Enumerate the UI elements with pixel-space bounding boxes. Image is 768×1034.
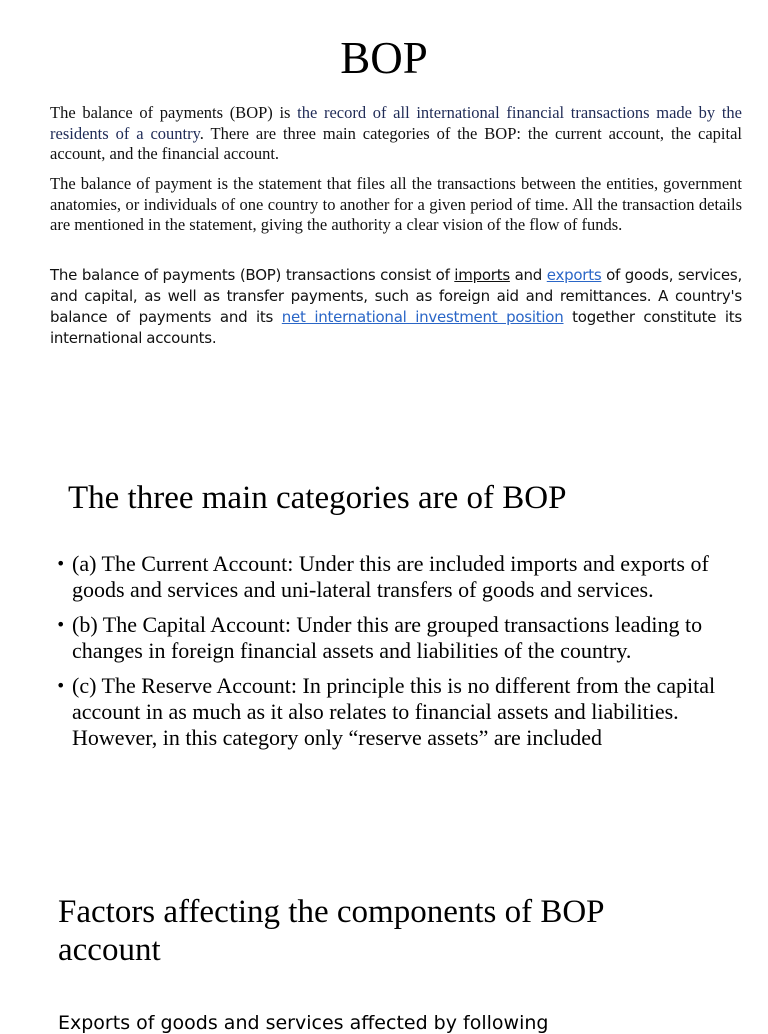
bullet-icon: •	[56, 554, 66, 573]
intro-paragraph-3	[50, 265, 742, 349]
categories-list	[56, 551, 728, 760]
category-text: (b) The Capital Account: Under this are grouped transactions leading to changes in foreign financial assets and liabilities of the country.	[72, 612, 703, 663]
p1-rest: . There are three main categories of the BOP: the current account, the capital account, and the financial account.	[50, 123, 742, 163]
factors-heading: Factors affecting the components of BOP account	[58, 894, 604, 968]
slide-title: BOP	[340, 33, 428, 83]
category-item-capital	[56, 612, 728, 664]
bullet-icon: •	[56, 615, 66, 634]
factors-text-partial: Exports of goods and services affected by following	[58, 1012, 549, 1034]
exports-link[interactable]: exports	[546, 266, 602, 284]
categories-heading: The three main categories are of BOP	[68, 480, 567, 516]
intro-paragraph-1	[50, 103, 742, 165]
category-item-current	[56, 551, 728, 603]
bullet-icon: •	[56, 676, 66, 695]
p3-text-c: of goods, services, and capital, as well as transfer payments, such as foreign aid and remittances. A country's balance of payments and its	[50, 266, 742, 326]
p3-text-b: and	[509, 266, 547, 284]
p3-text-a: The balance of payments (BOP) transactions consist of	[50, 266, 455, 284]
category-item-reserve	[56, 673, 728, 751]
p1-lead: The balance of payments (BOP) is	[50, 103, 291, 122]
niip-link[interactable]: net international investment position	[281, 308, 564, 326]
p3-text-d: together constitute its international accounts.	[50, 308, 742, 347]
category-text: (a) The Current Account: Under this are included imports and exports of goods and services and uni-lateral transfers of goods and services.	[72, 551, 709, 602]
imports-link[interactable]: imports	[454, 266, 510, 284]
category-text: (c) The Reserve Account: In principle this is no different from the capital account in as much as it also relates to financial assets and liabilities. However, in this category only “reserve assets” are included	[72, 673, 716, 750]
intro-paragraph-2: The balance of payment is the statement that files all the transactions between the entities, government anatomies, or individuals of one country to another for a given period of time. All the transaction details are mentioned in the statement, giving the authority a clear vision of the flow of funds.	[50, 174, 742, 234]
p1-highlight: the record of all international financial transactions made by the residents of a country	[50, 103, 742, 143]
